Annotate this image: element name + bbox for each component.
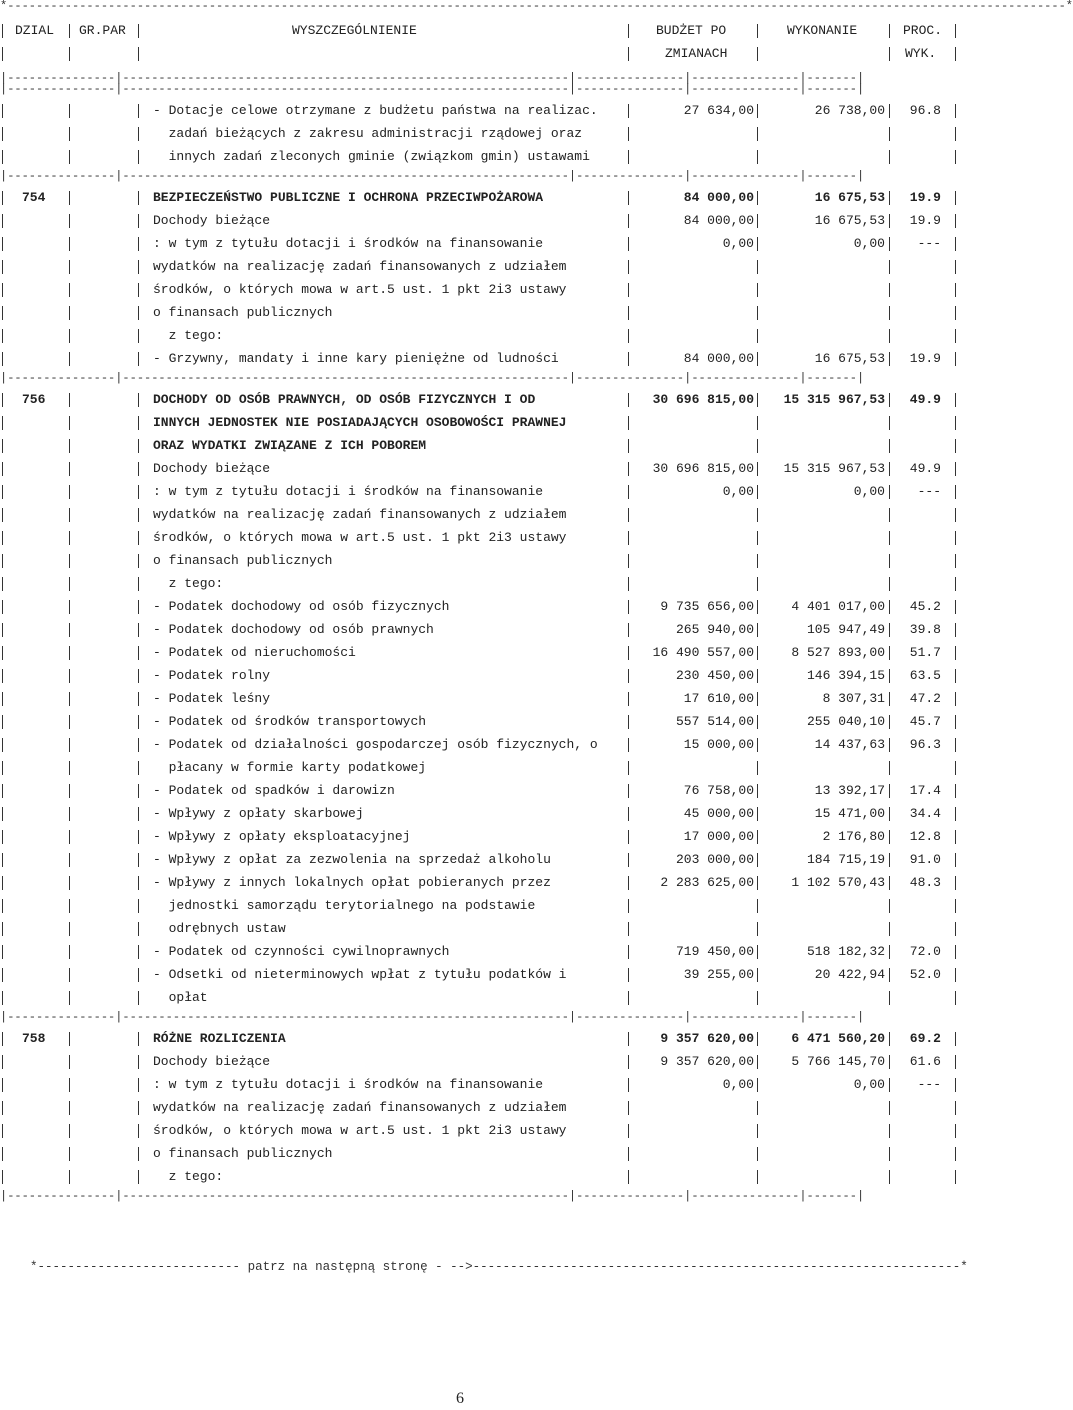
- cell-description: BEZPIECZEŃSTWO PUBLICZNE I OCHRONA PRZECIWPOŻAROWA: [153, 190, 544, 205]
- table-row: [0, 894, 960, 917]
- table-row: [0, 825, 960, 848]
- cell-budget: 76 758,00: [683, 783, 754, 798]
- table-header-row-2: [0, 42, 960, 65]
- cell-budget: 265 940,00: [675, 622, 754, 637]
- cell-execution: 8 307,31: [822, 691, 885, 706]
- cell-percent: 96.3: [909, 737, 941, 752]
- cell-execution: 4 401 017,00: [791, 599, 885, 614]
- cell-description: - Podatek dochodowy od osób fizycznych: [153, 599, 450, 614]
- table-header-row-1: [0, 19, 960, 42]
- table-row: [0, 186, 960, 209]
- row-separator: |---------------|--------------------------------------------------------------|---------------|---------------|-------|: [0, 371, 865, 385]
- cell-percent: 47.2: [909, 691, 941, 706]
- cell-execution: 14 437,63: [814, 737, 885, 752]
- cell-description: - Podatek rolny: [153, 668, 271, 683]
- header-budzet: BUDŻET PO: [656, 23, 727, 38]
- cell-description: Dochody bieżące: [153, 213, 271, 228]
- cell-percent: 61.6: [909, 1054, 941, 1069]
- table-row: [0, 324, 960, 347]
- cell-percent: 63.5: [909, 668, 941, 683]
- table-row: [0, 664, 960, 687]
- table-row: [0, 388, 960, 411]
- table-row: [0, 255, 960, 278]
- cell-description: - Podatek od czynności cywilnoprawnych: [153, 944, 450, 959]
- table-row: [0, 1119, 960, 1142]
- table-row: [0, 209, 960, 232]
- table-row: [0, 480, 960, 503]
- cell-budget: 203 000,00: [675, 852, 754, 867]
- cell-percent: 45.2: [909, 599, 941, 614]
- table-row: [0, 278, 960, 301]
- cell-percent: 72.0: [909, 944, 941, 959]
- header-opis: WYSZCZEGÓLNIENIE: [292, 23, 417, 38]
- cell-description: z tego:: [153, 328, 224, 343]
- cell-description: - Wpływy z opłaty eksploatacyjnej: [153, 829, 411, 844]
- cell-execution: 15 471,00: [814, 806, 885, 821]
- cell-execution: 0,00: [853, 484, 885, 499]
- cell-budget: 0,00: [722, 484, 754, 499]
- cell-execution: 0,00: [853, 1077, 885, 1092]
- cell-budget: 30 696 815,00: [652, 392, 754, 407]
- table-row: [0, 1027, 960, 1050]
- table-row: [0, 1096, 960, 1119]
- cell-description: : w tym z tytułu dotacji i środków na finansowanie: [153, 484, 544, 499]
- cell-percent: 17.4: [909, 783, 941, 798]
- cell-budget: 84 000,00: [683, 213, 754, 228]
- cell-percent: 19.9: [909, 190, 941, 205]
- cell-budget: 17 610,00: [683, 691, 754, 706]
- table-row: [0, 347, 960, 370]
- table-row: [0, 618, 960, 641]
- cell-budget: 230 450,00: [675, 668, 754, 683]
- cell-execution: 0,00: [853, 236, 885, 251]
- cell-description: - Odsetki od nieterminowych wpłat z tytułu podatków i: [153, 967, 567, 982]
- cell-budget: 16 490 557,00: [652, 645, 754, 660]
- cell-description: z tego:: [153, 576, 224, 591]
- header-proc: PROC.: [903, 23, 943, 38]
- table-row: [0, 917, 960, 940]
- cell-execution: 2 176,80: [822, 829, 885, 844]
- table-row: [0, 871, 960, 894]
- cell-description: INNYCH JEDNOSTEK NIE POSIADAJĄCYCH OSOBOWOŚCI PRAWNEJ: [153, 415, 567, 430]
- table-row: [0, 411, 960, 434]
- cell-description: - Grzywny, mandaty i inne kary pieniężne od ludności: [153, 351, 559, 366]
- table-row: [0, 503, 960, 526]
- cell-execution: 184 715,19: [806, 852, 885, 867]
- cell-dzial: 758: [22, 1031, 46, 1046]
- cell-description: ORAZ WYDATKI ZWIĄZANE Z ICH POBOREM: [153, 438, 427, 453]
- table-row: [0, 301, 960, 324]
- header-proc-2: WYK.: [905, 46, 937, 61]
- cell-description: - Wpływy z opłaty skarbowej: [153, 806, 364, 821]
- cell-budget: 84 000,00: [683, 190, 754, 205]
- cell-percent: 48.3: [909, 875, 941, 890]
- cell-budget: 0,00: [722, 236, 754, 251]
- table-row: [0, 848, 960, 871]
- cell-dzial: 756: [22, 392, 46, 407]
- table-row: [0, 1142, 960, 1165]
- cell-description: - Podatek od środków transportowych: [153, 714, 427, 729]
- cell-budget: 17 000,00: [683, 829, 754, 844]
- cell-description: środków, o których mowa w art.5 ust. 1 pkt 2i3 ustawy: [153, 530, 567, 545]
- cell-execution: 518 182,32: [806, 944, 885, 959]
- cell-execution: 8 527 893,00: [791, 645, 885, 660]
- cell-description: środków, o których mowa w art.5 ust. 1 pkt 2i3 ustawy: [153, 282, 567, 297]
- cell-budget: 15 000,00: [683, 737, 754, 752]
- cell-description: o finansach publicznych: [153, 553, 333, 568]
- cell-description: - Wpływy z opłat za zezwolenia na sprzedaż alkoholu: [153, 852, 551, 867]
- cell-description: płacany w formie karty podatkowej: [153, 760, 427, 775]
- table-row: [0, 687, 960, 710]
- cell-description: o finansach publicznych: [153, 1146, 333, 1161]
- cell-percent: 51.7: [909, 645, 941, 660]
- cell-description: - Podatek od spadków i darowizn: [153, 783, 395, 798]
- cell-budget: 2 283 625,00: [660, 875, 754, 890]
- cell-description: - Podatek od działalności gospodarczej osób fizycznych, o: [153, 737, 598, 752]
- cell-budget: 719 450,00: [675, 944, 754, 959]
- cell-budget: 27 634,00: [683, 103, 754, 118]
- cell-execution: 146 394,15: [806, 668, 885, 683]
- page-number: 6: [456, 1390, 464, 1407]
- cell-description: RÓŻNE ROZLICZENIA: [153, 1031, 286, 1046]
- cell-description: opłat: [153, 990, 208, 1005]
- table-row: [0, 710, 960, 733]
- table-row: [0, 802, 960, 825]
- table-row: [0, 641, 960, 664]
- cell-percent: 19.9: [909, 351, 941, 366]
- cell-percent: 39.8: [909, 622, 941, 637]
- row-separator: |---------------|--------------------------------------------------------------|---------------|---------------|-------|: [0, 1010, 865, 1024]
- cell-execution: 16 675,53: [814, 213, 885, 228]
- cell-dzial: 754: [22, 190, 46, 205]
- table-row: [0, 99, 960, 122]
- cell-execution: 255 040,10: [806, 714, 885, 729]
- cell-budget: 45 000,00: [683, 806, 754, 821]
- cell-execution: 15 315 967,53: [783, 461, 885, 476]
- cell-execution: 16 675,53: [814, 351, 885, 366]
- cell-execution: 6 471 560,20: [791, 1031, 885, 1046]
- cell-description: - Dotacje celowe otrzymane z budżetu państwa na realizac.: [153, 103, 598, 118]
- header-dzial: DZIAL: [15, 23, 55, 38]
- cell-description: wydatków na realizację zadań finansowanych z udziałem: [153, 259, 567, 274]
- table-row: [0, 572, 960, 595]
- table-row: [0, 940, 960, 963]
- table-row: [0, 232, 960, 255]
- table-row: [0, 434, 960, 457]
- cell-description: - Podatek od nieruchomości: [153, 645, 356, 660]
- cell-execution: 26 738,00: [814, 103, 885, 118]
- cell-description: DOCHODY OD OSÓB PRAWNYCH, OD OSÓB FIZYCZNYCH I OD: [153, 392, 536, 407]
- cell-description: : w tym z tytułu dotacji i środków na finansowanie: [153, 1077, 544, 1092]
- cell-description: środków, o których mowa w art.5 ust. 1 pkt 2i3 ustawy: [153, 1123, 567, 1138]
- cell-description: wydatków na realizację zadań finansowanych z udziałem: [153, 507, 567, 522]
- cell-budget: 9 357 620,00: [660, 1031, 754, 1046]
- table-row: [0, 733, 960, 756]
- cell-description: - Podatek leśny: [153, 691, 271, 706]
- cell-percent: 49.9: [909, 461, 941, 476]
- cell-description: odrębnych ustaw: [153, 921, 286, 936]
- cell-percent: ---: [917, 1077, 941, 1092]
- cell-description: o finansach publicznych: [153, 305, 333, 320]
- cell-percent: 69.2: [909, 1031, 941, 1046]
- row-separator: |---------------|--------------------------------------------------------------|---------------|---------------|-------|: [0, 169, 865, 183]
- cell-description: innych zadań zleconych gminie (związkom gmin) ustawami: [153, 149, 590, 164]
- header-wykonanie: WYKONANIE: [787, 23, 858, 38]
- header-budzet-2: ZMIANACH: [665, 46, 728, 61]
- cell-description: - Podatek dochodowy od osób prawnych: [153, 622, 434, 637]
- cell-execution: 1 102 570,43: [791, 875, 885, 890]
- table-row: [0, 1165, 960, 1188]
- table-row: [0, 986, 960, 1009]
- table-row: [0, 756, 960, 779]
- table-row: [0, 145, 960, 168]
- cell-execution: 105 947,49: [806, 622, 885, 637]
- cell-budget: 557 514,00: [675, 714, 754, 729]
- table-row: [0, 457, 960, 480]
- cell-description: z tego:: [153, 1169, 224, 1184]
- row-separator: |---------------|--------------------------------------------------------------|---------------|---------------|-------|: [0, 71, 865, 85]
- cell-percent: 52.0: [909, 967, 941, 982]
- table-row: [0, 779, 960, 802]
- cell-description: zadań bieżących z zakresu administracji rządowej oraz: [153, 126, 583, 141]
- row-separator: |---------------|--------------------------------------------------------------|---------------|---------------|-------|: [0, 1189, 865, 1203]
- cell-execution: 20 422,94: [814, 967, 885, 982]
- table-row: [0, 595, 960, 618]
- cell-budget: 30 696 815,00: [652, 461, 754, 476]
- cell-percent: 96.8: [909, 103, 941, 118]
- table-row: [0, 963, 960, 986]
- footer-continue-text: patrz na następną stronę - -->: [247, 1260, 473, 1274]
- cell-percent: 12.8: [909, 829, 941, 844]
- cell-execution: 5 766 145,70: [791, 1054, 885, 1069]
- cell-budget: 0,00: [722, 1077, 754, 1092]
- cell-description: wydatków na realizację zadań finansowanych z udziałem: [153, 1100, 567, 1115]
- cell-description: : w tym z tytułu dotacji i środków na finansowanie: [153, 236, 544, 251]
- cell-percent: ---: [917, 236, 941, 251]
- cell-percent: 45.7: [909, 714, 941, 729]
- table-row: [0, 549, 960, 572]
- cell-percent: 19.9: [909, 213, 941, 228]
- cell-description: Dochody bieżące: [153, 461, 271, 476]
- cell-percent: 91.0: [909, 852, 941, 867]
- cell-budget: 9 357 620,00: [660, 1054, 754, 1069]
- top-border: *---------------------------------------------------------------------------------------------------------------------------------------------------*: [0, 0, 1073, 13]
- table-row: [0, 526, 960, 549]
- cell-budget: 39 255,00: [683, 967, 754, 982]
- table-row: [0, 122, 960, 145]
- cell-percent: ---: [917, 484, 941, 499]
- cell-budget: 9 735 656,00: [660, 599, 754, 614]
- table-row: [0, 1073, 960, 1096]
- row-separator: |---------------|--------------------------------------------------------------|---------------|---------------|-------|: [0, 82, 865, 96]
- page-footer: *--------------------------- patrz na następną stronę - -->-----------------------------------------------------------------*: [30, 1260, 968, 1274]
- cell-percent: 49.9: [909, 392, 941, 407]
- header-grpar: GR.PAR: [79, 23, 126, 38]
- table-row: [0, 1050, 960, 1073]
- cell-budget: 84 000,00: [683, 351, 754, 366]
- cell-description: - Wpływy z innych lokalnych opłat pobieranych przez: [153, 875, 551, 890]
- cell-execution: 13 392,17: [814, 783, 885, 798]
- cell-execution: 15 315 967,53: [783, 392, 885, 407]
- cell-execution: 16 675,53: [814, 190, 885, 205]
- cell-percent: 34.4: [909, 806, 941, 821]
- cell-description: jednostki samorządu terytorialnego na podstawie: [153, 898, 536, 913]
- cell-description: Dochody bieżące: [153, 1054, 271, 1069]
